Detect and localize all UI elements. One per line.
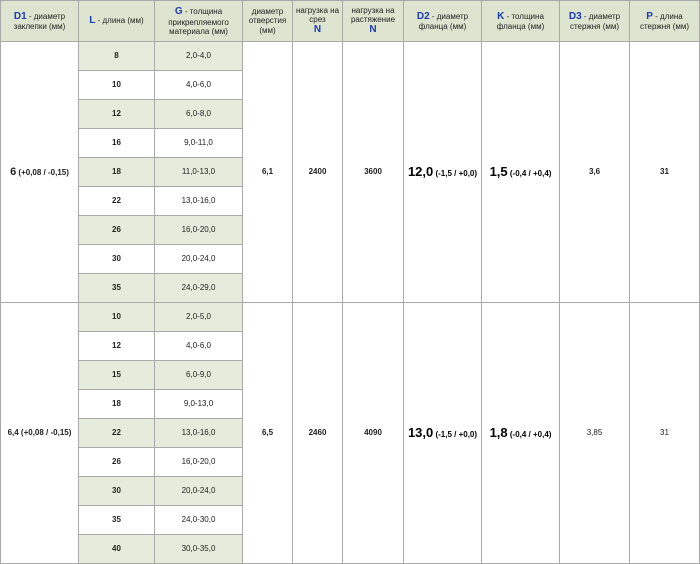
table-row — [1, 303, 700, 332]
grip-range-cell: 13,0-16,0 — [155, 187, 243, 216]
length-cell: 12 — [79, 100, 155, 129]
grip-range-cell: 6,0-8,0 — [155, 100, 243, 129]
rivet-diameter-cell — [1, 303, 79, 564]
flange-diameter-value: 12,0 — [407, 163, 434, 179]
grip-range-cell: 16,0-20,0 — [155, 448, 243, 477]
header-tension: нагрузка на растяжение N — [343, 1, 404, 42]
header-shear: нагрузка на срез N — [293, 1, 343, 42]
grip-range-cell: 11,0-13,0 — [155, 158, 243, 187]
mandrel-length-cell: 31 — [630, 42, 700, 303]
rivet-diameter-tolerance: (+0,08 / -0,15) — [16, 167, 69, 177]
length-cell: 15 — [79, 361, 155, 390]
length-cell: 40 — [79, 535, 155, 564]
length-cell: 30 — [79, 245, 155, 274]
flange-thickness-cell — [482, 303, 560, 564]
header-hole: диаметр отверстия (мм) — [243, 1, 293, 42]
length-cell: 10 — [79, 71, 155, 100]
shear-load-cell: 2460 — [293, 303, 343, 564]
header-length: L - длина (мм) — [79, 1, 155, 42]
grip-range-cell: 2,0-5,0 — [155, 303, 243, 332]
flange-diameter-cell — [404, 303, 482, 564]
tension-load-cell: 4090 — [343, 303, 404, 564]
grip-range-cell: 9,0-13,0 — [155, 390, 243, 419]
flange-diameter-value: 13,0 — [407, 424, 434, 440]
length-cell: 16 — [79, 129, 155, 158]
grip-range-cell: 4,0-6,0 — [155, 332, 243, 361]
header-p: P - длина стержня (мм) — [630, 1, 700, 42]
rivet-diameter-cell — [1, 42, 79, 303]
hole-diameter-cell: 6,1 — [243, 42, 293, 303]
grip-range-cell: 6,0-9,0 — [155, 361, 243, 390]
length-cell: 35 — [79, 274, 155, 303]
rivet-diameter-tolerance: (+0,08 / -0,15) — [18, 428, 72, 438]
shear-load-cell: 2400 — [293, 42, 343, 303]
length-cell: 26 — [79, 448, 155, 477]
flange-diameter-cell — [404, 42, 482, 303]
grip-range-cell: 24,0-29,0 — [155, 274, 243, 303]
flange-thickness-cell — [482, 42, 560, 303]
table-row — [1, 42, 700, 71]
rivet-diameter-value: 6,4 — [7, 428, 19, 438]
header-k: K - толщина фланца (мм) — [482, 1, 560, 42]
header-grip: G - толщина прикрепляемого материала (мм) — [155, 1, 243, 42]
length-cell: 26 — [79, 216, 155, 245]
length-cell: 18 — [79, 158, 155, 187]
grip-range-cell: 4,0-6,0 — [155, 71, 243, 100]
rivet-diameter-value: 6 — [10, 165, 17, 178]
grip-range-cell: 20,0-24,0 — [155, 245, 243, 274]
header-d3: D3 - диаметр стержня (мм) — [560, 1, 630, 42]
grip-range-cell: 24,0-30,0 — [155, 506, 243, 535]
header-row — [1, 1, 700, 42]
flange-thickness-tolerance: (-0,4 / +0,4) — [507, 168, 552, 178]
hole-diameter-cell: 6,5 — [243, 303, 293, 564]
length-cell: 22 — [79, 419, 155, 448]
length-cell: 18 — [79, 390, 155, 419]
tension-load-cell: 3600 — [343, 42, 404, 303]
flange-thickness-tolerance: (-0,4 / +0,4) — [507, 429, 552, 439]
table-body — [1, 42, 700, 564]
header-d1: D1 - диаметр заклепки (мм) — [1, 1, 79, 42]
grip-range-cell: 20,0-24,0 — [155, 477, 243, 506]
flange-thickness-value: 1,5 — [489, 163, 508, 179]
length-cell: 30 — [79, 477, 155, 506]
length-cell: 22 — [79, 187, 155, 216]
grip-range-cell: 13,0-16,0 — [155, 419, 243, 448]
flange-diameter-tolerance: (-1,5 / +0,0) — [433, 429, 478, 439]
mandrel-diameter-cell: 3,85 — [560, 303, 630, 564]
length-cell: 12 — [79, 332, 155, 361]
grip-range-cell: 9,0-11,0 — [155, 129, 243, 158]
header-d2: D2 - диаметр фланца (мм) — [404, 1, 482, 42]
mandrel-length-cell: 31 — [630, 303, 700, 564]
flange-thickness-value: 1,8 — [489, 424, 508, 440]
grip-range-cell: 2,0-4,0 — [155, 42, 243, 71]
grip-range-cell: 16,0-20,0 — [155, 216, 243, 245]
length-cell: 8 — [79, 42, 155, 71]
mandrel-diameter-cell: 3,6 — [560, 42, 630, 303]
length-cell: 10 — [79, 303, 155, 332]
flange-diameter-tolerance: (-1,5 / +0,0) — [433, 168, 478, 178]
length-cell: 35 — [79, 506, 155, 535]
grip-range-cell: 30,0-35,0 — [155, 535, 243, 564]
